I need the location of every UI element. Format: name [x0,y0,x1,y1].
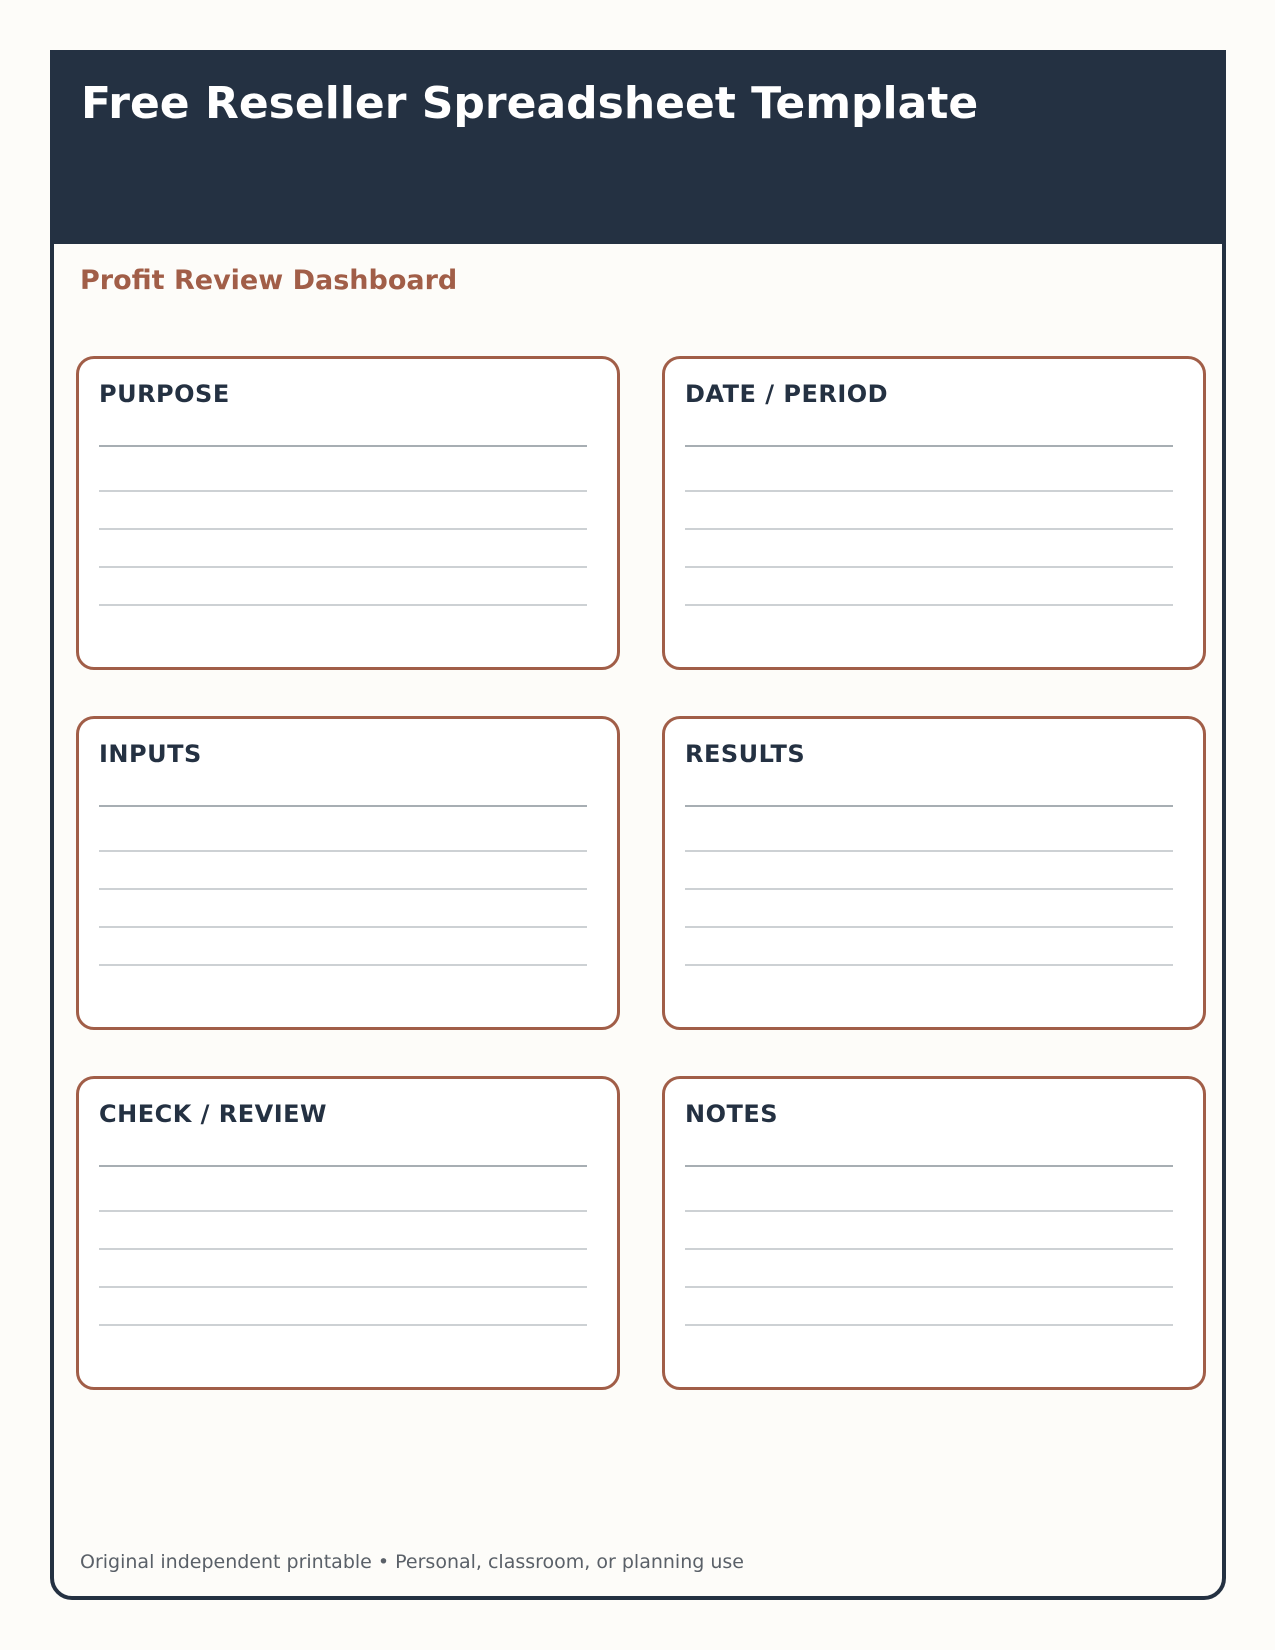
dashboard-subtitle: Profit Review Dashboard [80,265,458,296]
writing-line [99,604,587,606]
writing-line [685,805,1173,807]
writing-line [99,445,587,447]
results-card [662,716,1206,1030]
notes-card-title: NOTES [685,1100,779,1128]
writing-line [685,850,1173,852]
writing-line [99,1324,587,1326]
writing-line [685,1248,1173,1250]
date-period-card [662,356,1206,670]
writing-line [99,888,587,890]
check-review-card [76,1076,620,1390]
writing-line [685,926,1173,928]
writing-line [99,1165,587,1167]
header-banner [50,50,1226,244]
writing-line [99,1286,587,1288]
results-card-title: RESULTS [685,740,806,768]
inputs-card [76,716,620,1030]
writing-line [685,490,1173,492]
writing-line [685,1165,1173,1167]
writing-line [685,528,1173,530]
writing-line [685,1286,1173,1288]
writing-line [99,528,587,530]
writing-line [685,604,1173,606]
writing-line [99,964,587,966]
purpose-card [76,356,620,670]
notes-card [662,1076,1206,1390]
writing-line [685,1324,1173,1326]
page-title: Free Reseller Spreadsheet Template [81,78,979,129]
writing-line [99,1210,587,1212]
writing-line [685,1210,1173,1212]
writing-line [99,850,587,852]
writing-line [99,566,587,568]
writing-line [99,926,587,928]
writing-line [685,888,1173,890]
writing-line [685,566,1173,568]
writing-line [99,805,587,807]
writing-line [99,490,587,492]
footer-note: Original independent printable • Personal, classroom, or planning use [80,1551,744,1573]
purpose-card-title: PURPOSE [99,380,230,408]
writing-line [685,445,1173,447]
inputs-card-title: INPUTS [99,740,202,768]
check-review-card-title: CHECK / REVIEW [99,1100,328,1128]
writing-line [99,1248,587,1250]
date-period-card-title: DATE / PERIOD [685,380,889,408]
writing-line [685,964,1173,966]
template-sheet [50,50,1226,1600]
